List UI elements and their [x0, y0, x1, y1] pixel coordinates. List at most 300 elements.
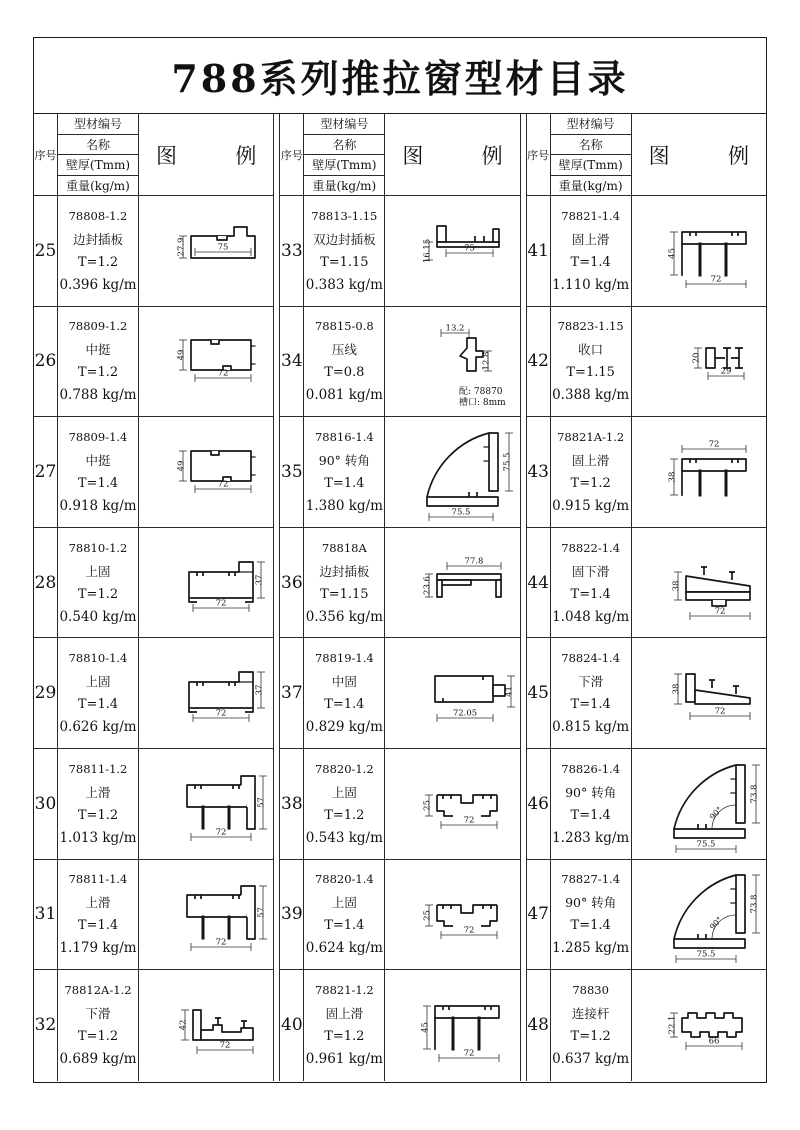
row-info-cell — [304, 970, 385, 1081]
svg-text:72: 72 — [710, 274, 722, 285]
col-header-seq: 序号 — [34, 114, 58, 195]
row-diagram-cell — [385, 417, 519, 527]
table-row — [280, 307, 519, 418]
row-info-cell — [304, 528, 385, 638]
row-weight: 0.626 kg/m — [59, 719, 137, 736]
row-seq-number: 31 — [34, 860, 58, 970]
row-thick: T=1.2 — [324, 807, 365, 823]
group-header — [527, 114, 766, 196]
table-body — [34, 114, 766, 1081]
row-code: 78810-1.4 — [68, 651, 128, 666]
profile-diagram — [632, 528, 766, 638]
profile-diagram — [632, 307, 766, 417]
col-header-field: 重量(kg/m) — [312, 178, 377, 193]
table-row — [34, 638, 273, 749]
row-diagram-cell — [385, 196, 519, 306]
svg-text:57: 57 — [256, 796, 267, 808]
row-info-cell — [551, 860, 632, 970]
row-cname: 固上滑 — [571, 452, 610, 468]
row-thick: T=1.4 — [570, 697, 611, 713]
svg-text:57: 57 — [256, 907, 267, 919]
profile-diagram — [139, 860, 273, 970]
row-seq-number: 27 — [34, 417, 58, 527]
row-weight: 1.283 kg/m — [552, 829, 630, 846]
profile-diagram — [632, 749, 766, 859]
row-cname: 固下滑 — [571, 563, 610, 579]
row-code: 78823-1.15 — [557, 319, 624, 334]
row-code: 78811-1.4 — [68, 872, 128, 887]
row-cname: 上固 — [85, 674, 111, 690]
row-info-cell — [58, 417, 139, 527]
row-seq-number: 46 — [527, 749, 551, 859]
row-code: 78809-1.4 — [68, 429, 128, 444]
row-diagram-cell — [139, 860, 273, 970]
col-header-field: 名称 — [58, 135, 138, 156]
col-header-field: 型材编号 — [58, 114, 138, 135]
svg-text:75: 75 — [217, 242, 229, 253]
row-thick: T=1.2 — [77, 1029, 119, 1045]
row-code: 78820-1.4 — [314, 872, 374, 887]
row-cname: 压线 — [331, 342, 357, 358]
legend-char-right: 例 — [235, 143, 257, 168]
row-weight: 0.918 kg/m — [59, 497, 137, 514]
row-thick: T=1.4 — [570, 586, 611, 602]
row-thick: T=1.4 — [570, 918, 611, 934]
row-info-cell — [304, 307, 385, 417]
row-cname: 固上滑 — [325, 1006, 364, 1022]
col-header-field: 名称 — [551, 135, 631, 156]
svg-text:72: 72 — [714, 706, 726, 717]
row-thick: T=1.4 — [570, 254, 611, 270]
table-row — [34, 528, 273, 639]
svg-text:75.5: 75.5 — [502, 452, 513, 472]
row-code: 78827-1.4 — [561, 872, 621, 887]
col-header-legend — [385, 114, 519, 195]
row-info-cell — [551, 749, 632, 859]
row-seq-number: 25 — [34, 196, 58, 306]
row-diagram-cell — [632, 970, 766, 1081]
row-cname: 收口 — [578, 342, 604, 358]
row-weight: 1.110 kg/m — [552, 276, 630, 293]
svg-text:73.8: 73.8 — [749, 894, 760, 914]
svg-text:75: 75 — [464, 243, 476, 254]
profile-diagram — [385, 417, 519, 527]
profile-diagram — [385, 528, 519, 638]
svg-text:72: 72 — [464, 1048, 475, 1059]
table-row — [527, 638, 766, 749]
row-seq-number: 36 — [280, 528, 304, 638]
table-frame — [33, 37, 767, 1083]
row-code: 78821-1.2 — [314, 983, 374, 998]
row-seq-number: 43 — [527, 417, 551, 527]
legend-char-right: 例 — [727, 143, 749, 168]
row-weight: 0.081 kg/m — [305, 387, 383, 404]
row-diagram-cell — [632, 749, 766, 859]
row-thick: T=1.2 — [77, 365, 119, 381]
row-cname: 90° 转角 — [565, 784, 617, 800]
svg-text:45: 45 — [420, 1022, 431, 1034]
row-diagram-cell — [632, 307, 766, 417]
row-weight: 0.788 kg/m — [59, 387, 137, 404]
profile-diagram — [632, 196, 766, 306]
table-row — [280, 528, 519, 639]
row-thick: T=1.4 — [324, 697, 365, 713]
table-row — [527, 970, 766, 1081]
row-diagram-cell — [632, 417, 766, 527]
svg-text:25: 25 — [422, 910, 433, 922]
row-cname: 中固 — [331, 674, 357, 690]
row-cname: 边封插板 — [319, 563, 370, 579]
profile-diagram — [385, 970, 519, 1080]
profile-diagram — [139, 749, 273, 859]
table-row — [280, 196, 519, 307]
row-seq-number: 32 — [34, 970, 58, 1081]
row-info-cell — [58, 307, 139, 417]
row-info-cell — [551, 528, 632, 638]
row-info-cell — [58, 749, 139, 859]
row-diagram-cell — [139, 749, 273, 859]
col-header-fields — [58, 114, 139, 195]
row-diagram-cell — [139, 417, 273, 527]
row-code: 78826-1.4 — [561, 761, 621, 776]
row-code: 78821A-1.2 — [557, 429, 625, 444]
row-info-cell — [304, 196, 385, 306]
col-header-field: 壁厚(Tmm) — [304, 155, 384, 176]
row-code: 78809-1.2 — [68, 319, 128, 334]
row-thick: T=1.4 — [77, 918, 119, 934]
svg-text:41: 41 — [504, 686, 515, 698]
row-code: 78812A-1.2 — [64, 983, 132, 998]
row-weight: 1.048 kg/m — [552, 608, 630, 625]
row-cname: 上固 — [331, 784, 357, 800]
table-row — [280, 970, 519, 1081]
table-row — [34, 970, 273, 1081]
svg-text:25: 25 — [422, 799, 433, 811]
svg-text:66: 66 — [708, 1036, 720, 1047]
svg-text:38: 38 — [671, 683, 682, 695]
row-info-cell — [58, 860, 139, 970]
row-code: 78830 — [572, 983, 609, 998]
svg-text:75.5: 75.5 — [696, 949, 716, 960]
table-row — [34, 860, 273, 971]
row-weight: 0.624 kg/m — [305, 940, 383, 957]
svg-text:37: 37 — [254, 574, 265, 585]
row-info-cell — [551, 970, 632, 1081]
svg-text:49: 49 — [176, 349, 187, 361]
row-weight: 0.388 kg/m — [552, 387, 630, 404]
row-info-cell — [551, 196, 632, 306]
row-seq-number: 39 — [280, 860, 304, 970]
row-code: 78821-1.4 — [561, 208, 621, 223]
svg-text:90°: 90° — [707, 804, 725, 822]
row-diagram-cell — [139, 638, 273, 748]
col-header-fields — [551, 114, 632, 195]
svg-text:75.5: 75.5 — [452, 507, 471, 518]
col-header-fields — [304, 114, 385, 195]
row-info-cell — [551, 638, 632, 748]
row-seq-number: 28 — [34, 528, 58, 638]
row-thick: T=1.2 — [570, 475, 611, 491]
table-row — [527, 196, 766, 307]
svg-text:23.6: 23.6 — [422, 575, 433, 595]
row-cname: 固上滑 — [571, 231, 610, 247]
svg-text:72: 72 — [215, 708, 227, 719]
row-seq-number: 38 — [280, 749, 304, 859]
row-thick: T=1.2 — [77, 254, 119, 270]
row-thick: T=1.4 — [570, 807, 611, 823]
svg-text:77.8: 77.8 — [465, 556, 484, 567]
profile-diagram — [385, 860, 519, 970]
svg-text:29: 29 — [720, 366, 732, 377]
row-diagram-cell — [139, 196, 273, 306]
profile-diagram — [139, 417, 273, 527]
legend-char-right: 例 — [481, 143, 503, 168]
row-thick: T=1.4 — [77, 697, 119, 713]
svg-text:49: 49 — [176, 460, 187, 472]
row-info-cell — [58, 196, 139, 306]
row-seq-number: 41 — [527, 196, 551, 306]
col-header-field: 重量(kg/m) — [558, 178, 623, 193]
row-weight: 0.540 kg/m — [59, 608, 137, 625]
row-info-cell — [551, 417, 632, 527]
row-cname: 下滑 — [85, 1006, 111, 1022]
col-header-seq: 序号 — [280, 114, 304, 195]
row-cname: 中挺 — [85, 452, 111, 468]
profile-diagram — [139, 638, 273, 748]
profile-diagram — [139, 970, 273, 1080]
row-seq-number: 26 — [34, 307, 58, 417]
row-seq-number: 37 — [280, 638, 304, 748]
row-seq-number: 48 — [527, 970, 551, 1081]
row-diagram-cell — [139, 307, 273, 417]
row-info-cell — [304, 417, 385, 527]
row-thick: T=1.2 — [324, 1029, 365, 1045]
svg-text:72: 72 — [219, 1040, 231, 1051]
row-weight: 1.380 kg/m — [305, 497, 383, 514]
profile-diagram — [385, 307, 519, 417]
profile-diagram — [385, 638, 519, 748]
row-thick: T=1.15 — [566, 365, 615, 381]
row-cname: 中挺 — [85, 342, 111, 358]
svg-text:75.5: 75.5 — [696, 839, 716, 850]
profile-diagram — [139, 196, 273, 306]
svg-text:16.15: 16.15 — [422, 238, 433, 263]
column-group — [34, 114, 273, 1081]
row-code: 78822-1.4 — [561, 540, 621, 555]
row-info-cell — [58, 970, 139, 1081]
row-code: 78810-1.2 — [68, 540, 128, 555]
row-cname: 90° 转角 — [318, 452, 370, 468]
svg-text:37: 37 — [254, 684, 265, 696]
row-info-cell — [304, 749, 385, 859]
group-header — [280, 114, 519, 196]
svg-text:72: 72 — [215, 827, 227, 838]
row-seq-number: 34 — [280, 307, 304, 417]
row-code: 78824-1.4 — [561, 651, 621, 666]
legend-char-left: 图 — [648, 143, 670, 168]
row-cname: 上固 — [85, 563, 111, 579]
svg-text:27.9: 27.9 — [176, 237, 187, 257]
row-info-cell — [58, 638, 139, 748]
row-weight: 0.915 kg/m — [552, 497, 630, 514]
row-weight: 1.285 kg/m — [552, 940, 630, 957]
row-weight: 0.637 kg/m — [552, 1051, 630, 1068]
row-cname: 双边封插板 — [313, 231, 376, 247]
column-group — [280, 114, 519, 1081]
row-seq-number: 44 — [527, 528, 551, 638]
table-row — [527, 749, 766, 860]
row-thick: T=1.2 — [77, 807, 119, 823]
row-cname: 边封插板 — [72, 231, 123, 247]
table-row — [280, 638, 519, 749]
svg-text:72: 72 — [217, 368, 229, 379]
svg-text:45: 45 — [667, 247, 678, 259]
svg-text:12.8: 12.8 — [481, 351, 492, 371]
row-seq-number: 35 — [280, 417, 304, 527]
row-thick: T=0.8 — [324, 365, 365, 381]
table-row — [527, 528, 766, 639]
col-header-legend — [139, 114, 273, 195]
svg-text:72: 72 — [215, 937, 227, 948]
row-weight: 0.396 kg/m — [59, 276, 137, 293]
col-header-field: 型材编号 — [551, 114, 631, 135]
row-seq-number: 42 — [527, 307, 551, 417]
row-thick: T=1.15 — [320, 586, 369, 602]
table-row — [280, 749, 519, 860]
table-row — [34, 749, 273, 860]
row-cname: 90° 转角 — [565, 895, 617, 911]
row-diagram-cell — [385, 860, 519, 970]
row-thick: T=1.4 — [324, 475, 365, 491]
svg-text:72: 72 — [217, 479, 229, 490]
row-cname: 上滑 — [85, 784, 111, 800]
row-seq-number: 33 — [280, 196, 304, 306]
svg-text:槽口: 8mm: 槽口: 8mm — [459, 398, 507, 409]
row-seq-number: 40 — [280, 970, 304, 1081]
col-header-legend — [632, 114, 766, 195]
table-row — [34, 417, 273, 528]
row-code: 78818A — [321, 540, 367, 555]
profile-diagram — [632, 860, 766, 970]
table-row — [527, 860, 766, 971]
row-weight: 0.829 kg/m — [305, 719, 383, 736]
table-row — [280, 417, 519, 528]
row-cname: 上滑 — [85, 895, 111, 911]
svg-text:22.1: 22.1 — [667, 1015, 678, 1035]
row-diagram-cell — [632, 528, 766, 638]
row-code: 78819-1.4 — [314, 651, 374, 666]
profile-diagram — [139, 528, 273, 638]
row-diagram-cell — [385, 307, 519, 417]
row-diagram-cell — [385, 528, 519, 638]
row-code: 78808-1.2 — [68, 208, 128, 223]
svg-text:73.8: 73.8 — [749, 784, 760, 804]
row-seq-number: 30 — [34, 749, 58, 859]
row-seq-number: 45 — [527, 638, 551, 748]
row-weight: 1.179 kg/m — [59, 940, 137, 957]
svg-text:38: 38 — [667, 471, 678, 483]
svg-text:72.05: 72.05 — [453, 708, 478, 719]
row-thick: T=1.15 — [320, 254, 369, 270]
svg-text:72: 72 — [215, 598, 227, 609]
row-weight: 0.689 kg/m — [59, 1051, 137, 1068]
col-header-field: 重量(kg/m) — [66, 178, 130, 193]
profile-diagram — [632, 970, 766, 1080]
row-code: 78815-0.8 — [314, 319, 374, 334]
row-code: 78820-1.2 — [314, 761, 374, 776]
svg-text:20: 20 — [691, 352, 702, 364]
row-diagram-cell — [385, 638, 519, 748]
row-seq-number: 47 — [527, 860, 551, 970]
svg-text:72: 72 — [464, 925, 475, 936]
row-diagram-cell — [385, 970, 519, 1081]
row-weight: 0.356 kg/m — [305, 608, 383, 625]
row-info-cell — [58, 528, 139, 638]
row-info-cell — [304, 860, 385, 970]
col-header-seq: 序号 — [527, 114, 551, 195]
row-diagram-cell — [139, 970, 273, 1081]
table-row — [34, 307, 273, 418]
row-code: 78811-1.2 — [68, 761, 128, 776]
table-row — [527, 307, 766, 418]
column-group — [527, 114, 766, 1081]
profile-diagram — [385, 196, 519, 306]
row-diagram-cell — [632, 638, 766, 748]
group-header — [34, 114, 273, 196]
row-diagram-cell — [632, 196, 766, 306]
profile-diagram — [632, 638, 766, 748]
col-header-field: 壁厚(Tmm) — [551, 155, 631, 176]
row-thick: T=1.4 — [77, 475, 119, 491]
profile-diagram — [632, 417, 766, 527]
svg-text:72: 72 — [708, 439, 720, 450]
svg-text:配: 78870: 配: 78870 — [459, 387, 504, 398]
row-thick: T=1.4 — [324, 918, 365, 934]
row-weight: 0.961 kg/m — [305, 1051, 383, 1068]
row-diagram-cell — [385, 749, 519, 859]
profile-diagram — [385, 749, 519, 859]
legend-char-left: 图 — [402, 143, 424, 168]
svg-text:13.2: 13.2 — [446, 323, 465, 334]
row-thick: T=1.2 — [77, 586, 119, 602]
row-info-cell — [304, 638, 385, 748]
svg-text:38: 38 — [671, 580, 682, 591]
row-info-cell — [551, 307, 632, 417]
svg-text:72: 72 — [714, 606, 726, 617]
svg-text:90°: 90° — [707, 915, 725, 932]
col-header-field: 型材编号 — [304, 114, 384, 135]
row-cname: 下滑 — [578, 674, 604, 690]
row-cname: 上固 — [331, 895, 357, 911]
column-group-divider — [520, 114, 527, 1081]
table-row — [527, 417, 766, 528]
profile-diagram — [139, 307, 273, 417]
table-row — [280, 860, 519, 971]
table-row — [34, 196, 273, 307]
row-diagram-cell — [632, 860, 766, 970]
col-header-field: 壁厚(Tmm) — [58, 155, 138, 176]
row-weight: 0.543 kg/m — [305, 829, 383, 846]
column-group-divider — [273, 114, 280, 1081]
row-weight: 0.383 kg/m — [305, 276, 383, 293]
row-weight: 0.815 kg/m — [552, 719, 630, 736]
col-header-field: 名称 — [304, 135, 384, 156]
row-seq-number: 29 — [34, 638, 58, 748]
row-diagram-cell — [139, 528, 273, 638]
row-code: 78813-1.15 — [311, 208, 378, 223]
page-title: 788系列推拉窗型材目录 — [34, 38, 766, 114]
row-code: 78816-1.4 — [314, 429, 374, 444]
